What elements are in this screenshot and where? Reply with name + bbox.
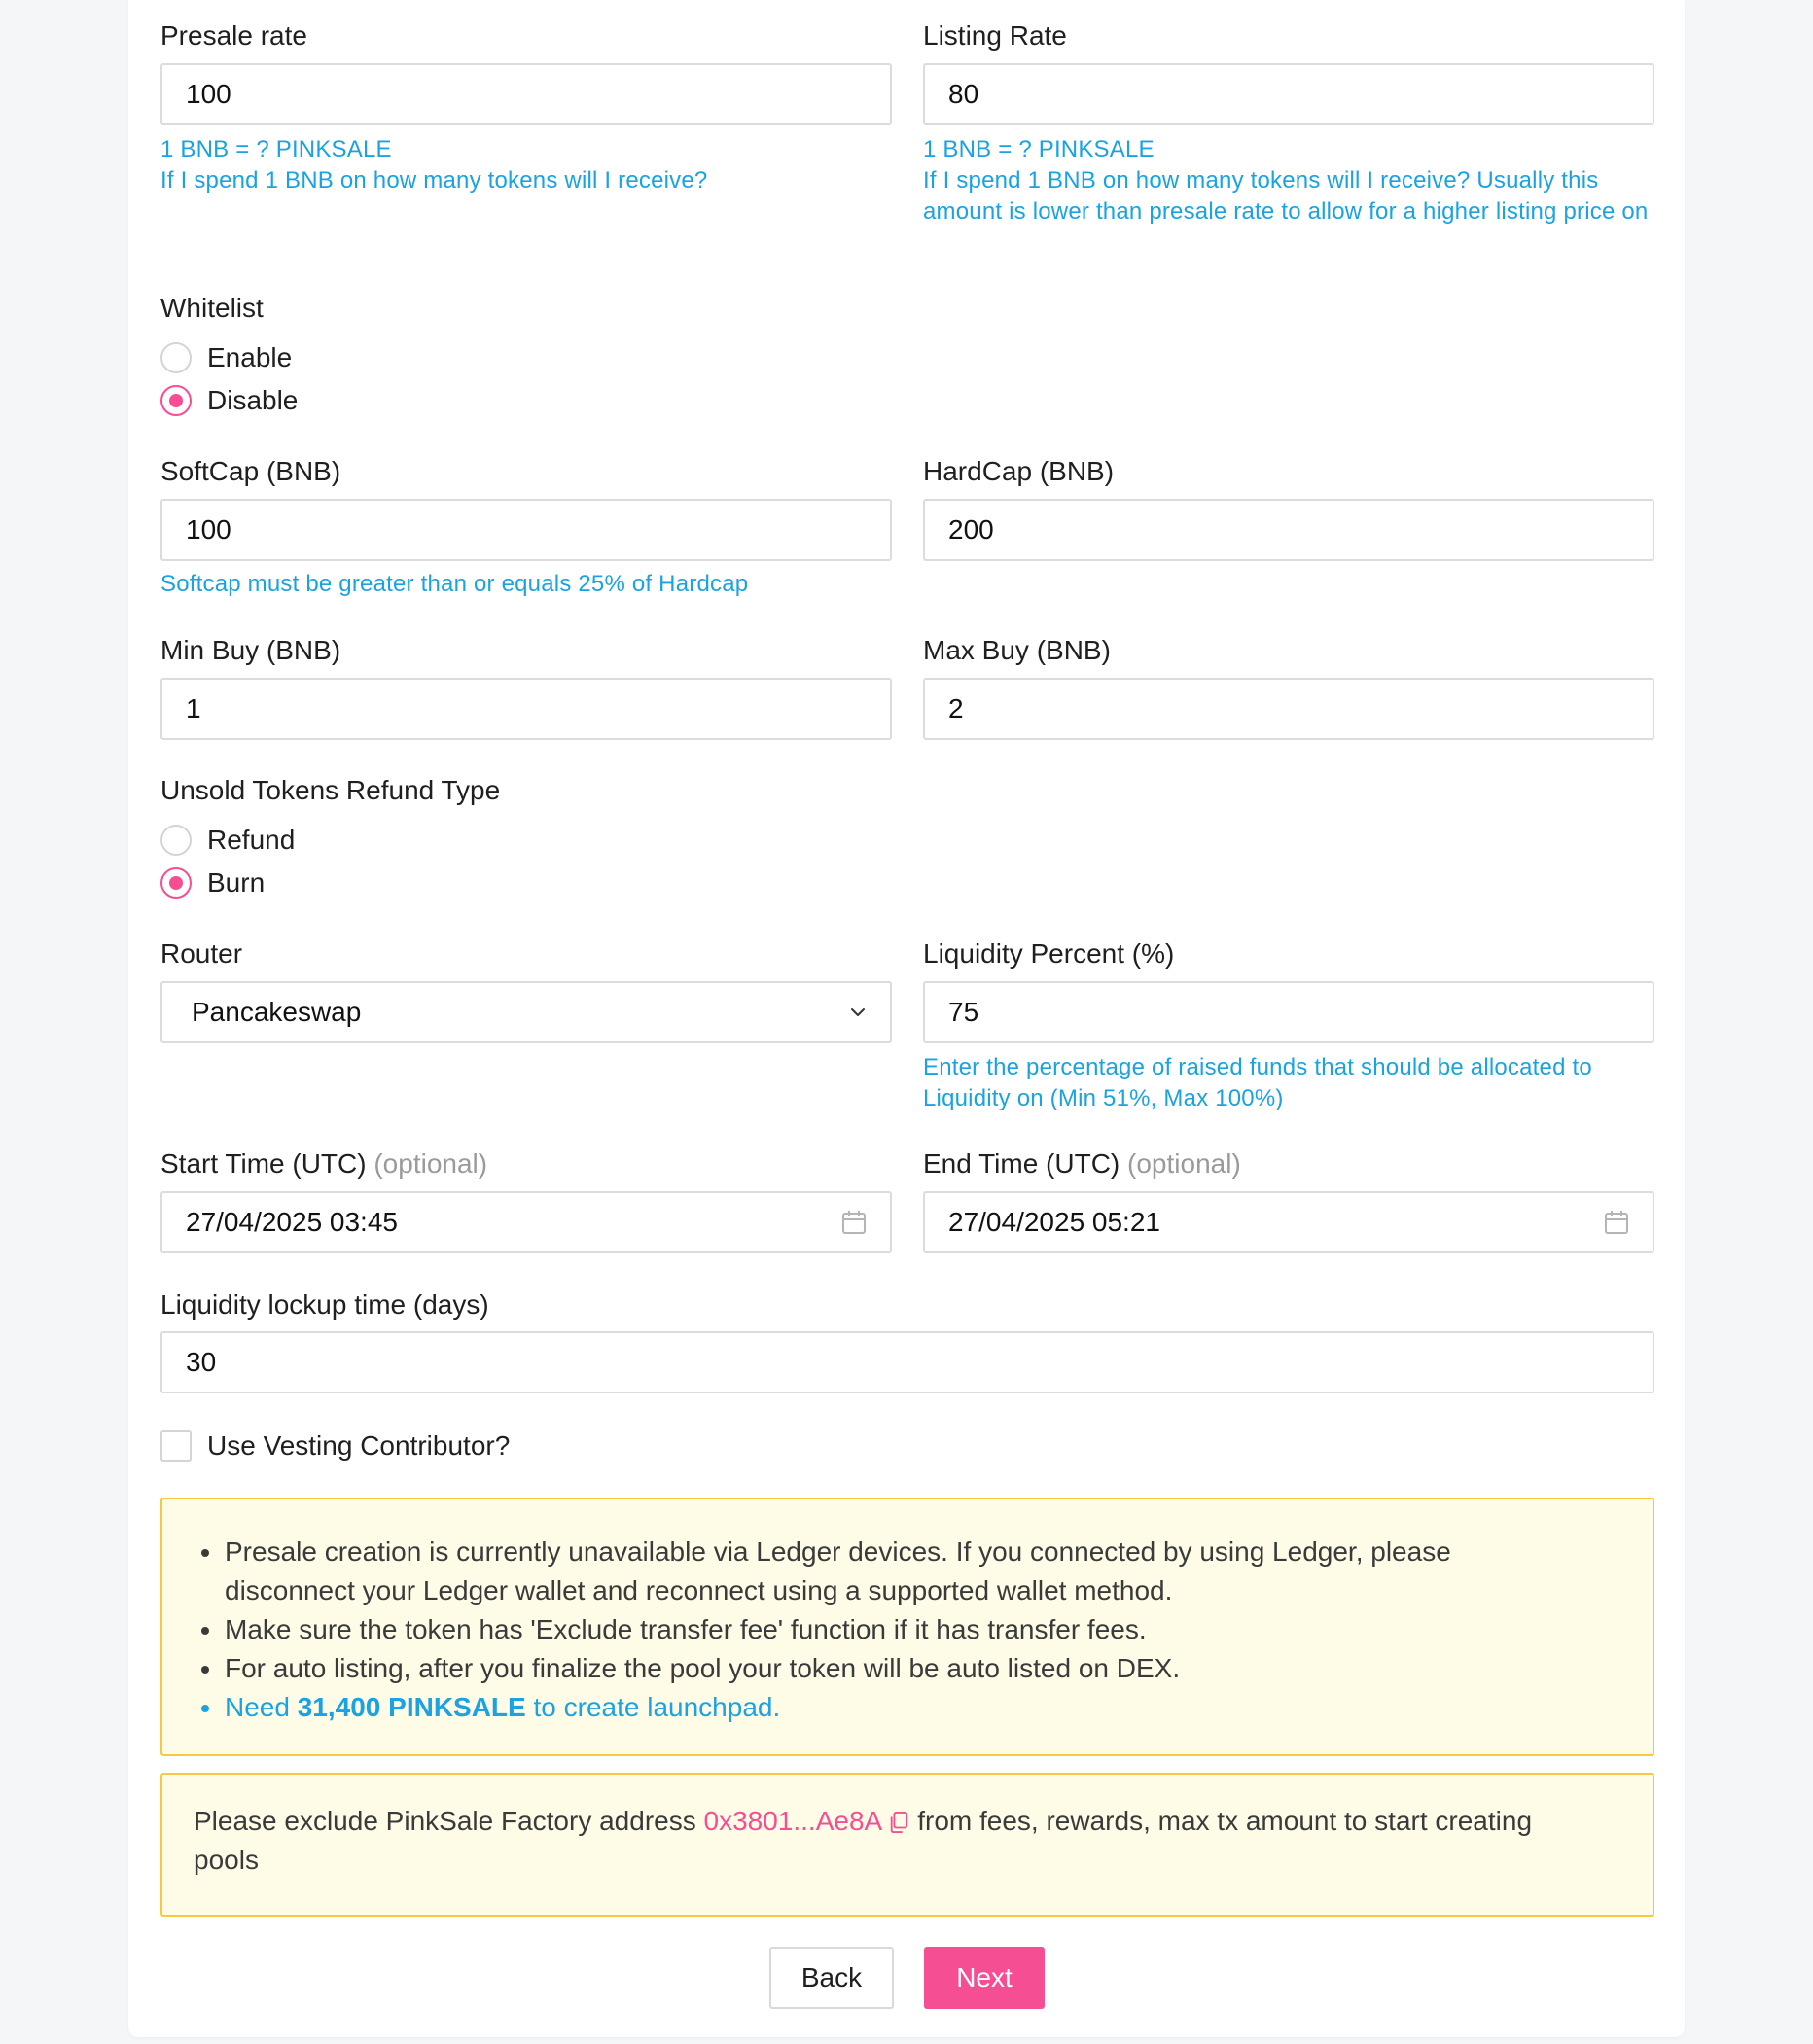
max-buy-label: Max Buy (BNB)	[923, 635, 1111, 665]
vesting-checkbox[interactable]	[160, 1430, 192, 1462]
form-card	[128, 0, 1685, 2037]
end-time-input[interactable]	[923, 1191, 1654, 1253]
copy-icon[interactable]	[888, 1810, 909, 1835]
calendar-icon[interactable]	[841, 1210, 867, 1235]
radio-burn-label: Burn	[207, 867, 266, 898]
liquidity-percent-label: Liquidity Percent (%)	[923, 938, 1175, 969]
listing-rate-label: Listing Rate	[923, 20, 1067, 51]
exclude-suffix: from fees, rewards, max tx amount to start creating pools	[194, 1806, 1533, 1875]
need-amount: 31,400 PINKSALE	[297, 1692, 526, 1722]
end-time-optional: (optional)	[1127, 1148, 1241, 1179]
end-time-value: 27/04/2025 05:21	[948, 1207, 1160, 1237]
max-buy-input[interactable]: 2	[923, 678, 1654, 740]
whitelist-label: Whitelist	[160, 293, 264, 323]
presale-rate-help-desc: If I spend 1 BNB on how many tokens will I receive?	[160, 167, 708, 194]
radio-enable[interactable]	[160, 342, 192, 373]
vesting-checkbox-row[interactable]	[160, 1429, 510, 1463]
exclude-prefix: Please exclude PinkSale Factory address	[194, 1806, 696, 1836]
vesting-label: Use Vesting Contributor?	[207, 1430, 511, 1461]
lockup-label: Liquidity lockup time (days)	[160, 1289, 489, 1320]
refund-option-refund[interactable]	[160, 819, 295, 862]
whitelist-radio-group	[160, 336, 298, 422]
liquidity-percent-input[interactable]: 75	[923, 981, 1654, 1043]
calendar-icon[interactable]	[1604, 1210, 1629, 1235]
presale-rate-help-rate: 1 BNB = ? PINKSALE	[160, 136, 392, 162]
radio-burn[interactable]	[160, 867, 192, 899]
refund-type-label: Unsold Tokens Refund Type	[160, 775, 501, 805]
listing-rate-help-desc: If I spend 1 BNB on how many tokens will I receive? Usually this amount is lower than presale rate to allow for a higher listing price on	[923, 167, 1649, 225]
end-time-label-text: End Time (UTC)	[923, 1148, 1120, 1179]
whitelist-option-enable[interactable]	[160, 336, 298, 379]
lockup-input[interactable]: 30	[160, 1331, 1654, 1393]
next-button[interactable]: Next	[924, 1947, 1045, 2009]
presale-rate-help	[160, 134, 892, 196]
notice-item-transfer-fee: Make sure the token has 'Exclude transfer fee' function if it has transfer fees.	[162, 1610, 1653, 1649]
start-time-label-text: Start Time (UTC)	[160, 1148, 367, 1179]
min-buy-label: Min Buy (BNB)	[160, 635, 341, 665]
min-buy-input[interactable]: 1	[160, 678, 892, 740]
ledger-notice	[160, 1498, 1654, 1756]
need-suffix: to create launchpad.	[533, 1692, 781, 1722]
need-prefix: Need	[225, 1692, 290, 1722]
presale-rate-label: Presale rate	[160, 20, 307, 51]
start-time-input[interactable]	[160, 1191, 892, 1253]
notice-item-need-tokens	[162, 1688, 1653, 1727]
end-time-label	[923, 1147, 1241, 1181]
refund-option-burn[interactable]	[160, 862, 295, 904]
listing-rate-help	[923, 134, 1654, 228]
radio-refund-label: Refund	[207, 825, 296, 855]
start-time-value: 27/04/2025 03:45	[186, 1207, 398, 1237]
exclude-notice	[160, 1773, 1654, 1917]
radio-enable-label: Enable	[207, 342, 293, 372]
hardcap-input[interactable]: 200	[923, 499, 1654, 561]
whitelist-option-disable[interactable]	[160, 379, 298, 422]
notice-item-ledger: Presale creation is currently unavailable via Ledger devices. If you connected by using Ledger, please disconnect your Ledger wallet and reconnect using a supported wallet method.	[162, 1533, 1653, 1610]
radio-refund[interactable]	[160, 825, 192, 856]
factory-address[interactable]: 0x3801...Ae8A	[703, 1806, 881, 1836]
router-label: Router	[160, 938, 243, 969]
start-time-optional: (optional)	[373, 1148, 488, 1179]
router-selected-value: Pancakeswap	[192, 997, 362, 1027]
presale-rate-input[interactable]: 100	[160, 63, 892, 125]
softcap-help: Softcap must be greater than or equals 25% of Hardcap	[160, 571, 749, 597]
radio-disable[interactable]	[160, 385, 192, 416]
liquidity-percent-help: Enter the percentage of raised funds that should be allocated to Liquidity on (Min 51%, Max 100%)	[923, 1054, 1592, 1111]
refund-type-radio-group	[160, 819, 295, 904]
start-time-label	[160, 1147, 487, 1181]
listing-rate-help-rate: 1 BNB = ? PINKSALE	[923, 136, 1155, 162]
chevron-down-icon	[849, 1004, 867, 1021]
router-select[interactable]	[160, 981, 892, 1043]
back-button[interactable]: Back	[769, 1947, 894, 2009]
notice-item-auto-listing: For auto listing, after you finalize the pool your token will be auto listed on DEX.	[162, 1649, 1653, 1688]
hardcap-label: HardCap (BNB)	[923, 456, 1115, 486]
softcap-label: SoftCap (BNB)	[160, 456, 341, 486]
softcap-input[interactable]: 100	[160, 499, 892, 561]
notice-list	[162, 1533, 1653, 1727]
radio-disable-label: Disable	[207, 385, 299, 415]
listing-rate-input[interactable]: 80	[923, 63, 1654, 125]
